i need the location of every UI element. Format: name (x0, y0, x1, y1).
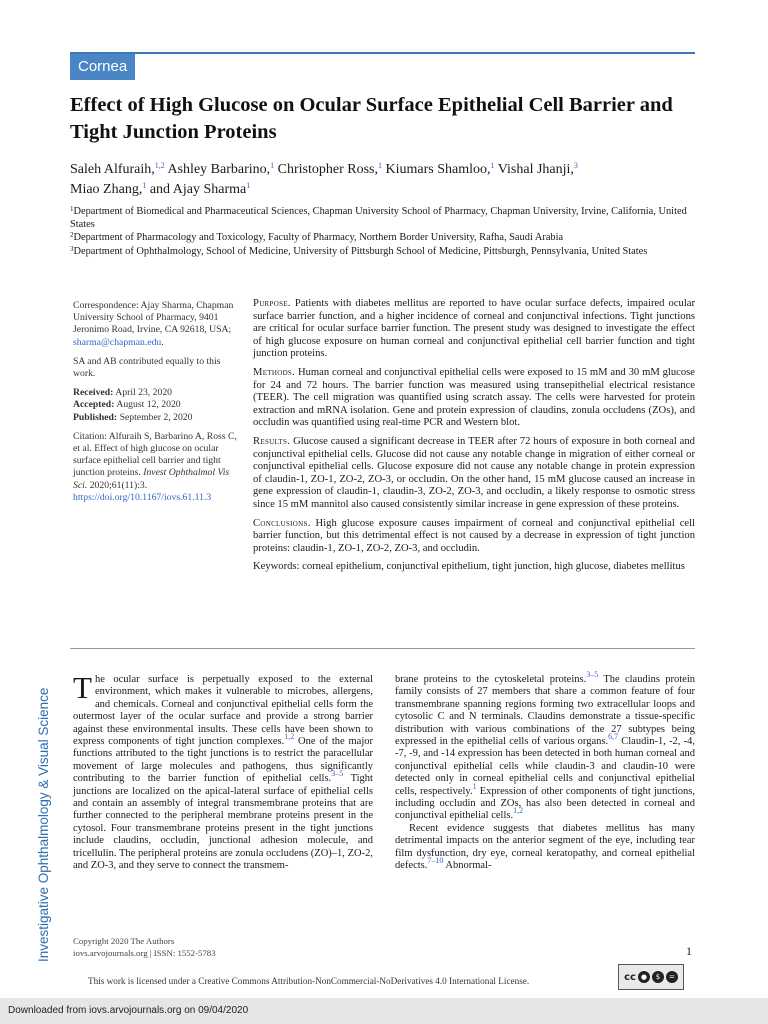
abstract-conclusions (253, 518, 695, 556)
cc-label: cc (624, 971, 636, 983)
abstract-methods (253, 367, 695, 430)
abstract-text: Human corneal and conjunctival epithelial cells were exposed to 15 mM and 30 mM glucose for 24 and 72 hours. The barrier function was measured using transepithelial electrical resistance (TEER). The cell migration was quantified using scratch assay. The cells were harvested for protein extraction and mRNA isolation. Gene and protein expression of claudins, zonula occludens (ZOs), and occludin was quantified using real-time PCR and Western blot. (253, 366, 695, 429)
abstract-text: High glucose exposure causes impairment of corneal and conjunctival epithelial cell barrier function, but this detrimental effect is not caused by a decrease in expression of tight junction proteins: claudin-1, ZO-1, ZO-2, ZO-3, and occludin. (253, 517, 695, 554)
body-paragraph (73, 670, 374, 873)
journal-name-vertical: Investigative Ophthalmology & Visual Science (36, 687, 51, 962)
by-icon: ● (638, 971, 650, 983)
citation-journal: Invest Ophthalmol Vis Sci. (73, 467, 230, 491)
citation (73, 431, 243, 504)
author: Christopher Ross, (277, 162, 378, 177)
license-text: This work is licensed under a Creative Commons Attribution-NonCommercial-NoDerivatives 4.0 International License. (88, 976, 530, 986)
body-column-left (73, 670, 374, 873)
author: and Ajay Sharma (149, 182, 247, 197)
section-tag: Cornea (70, 54, 135, 80)
header-rule (70, 52, 695, 54)
article-title: Effect of High Glucose on Ocular Surface Epithelial Cell Barrier and Tight Junction Proteins (70, 94, 673, 143)
abstract-heading: Methods. (253, 366, 296, 378)
copyright-block (73, 936, 216, 959)
citation-text: Citation: Alfuraih S, Barbarino A, Ross C, et al. Effect of high glucose on ocular surface epithelial cell barrier and tight junction proteins. (73, 430, 237, 479)
abstract-heading: Results. (253, 435, 291, 447)
author-affiliation-ref[interactable]: 1,2 (154, 161, 165, 170)
received-label: Received: (73, 387, 114, 399)
reference-link[interactable]: 3–5 (331, 769, 344, 779)
author: Saleh Alfuraih, (70, 162, 155, 177)
abstract-purpose (253, 298, 695, 361)
body-paragraph (395, 670, 695, 823)
received-date: April 23, 2020 (115, 387, 173, 399)
author: Ashley Barbarino, (167, 162, 271, 177)
reference-link[interactable]: 6,7 (608, 732, 619, 742)
published-date: September 2, 2020 (119, 411, 193, 423)
published-label: Published: (73, 411, 118, 423)
abstract (253, 298, 695, 580)
body-text: Recent evidence suggests that diabetes mellitus has many detrimental impacts on the anterior segment of the eye, including tear film dysfunction, dry eye, corneal keratopathy, and corneal epithelial defects. (395, 822, 695, 872)
abstract-text: Patients with diabetes mellitus are reported to have ocular surface defects, impaired ocular surface barrier function, and a higher incidence of corneal and conjunctival infections. Tight junctions are critical for ocular surface barrier function. The present study was designed to investigate the effect of high glucose exposure on human corneal and conjunctival epithelial cell barrier function and tight junction proteins. (253, 298, 695, 360)
body-text: Tight junctions are localized on the apical-lateral surface of epithelial cells and contain an assembly of integral transmembrane proteins that are further connected to the peripheral membrane proteins present in the cytosol. Four transmembrane proteins present in the tight junctions include claudins, occludin, junctional adhesion molecule, and tricellulin. The peripheral proteins are zonula occludens (ZO)–1, ZO-2, and ZO-3, and they serve to connect the transmem- (73, 773, 373, 872)
affiliation-text: Department of Pharmacology and Toxicology, Faculty of Pharmacy, Northern Border University, Rafha, Saudi Arabia (73, 232, 564, 244)
reference-link[interactable]: 1,2 (513, 806, 524, 816)
affiliation (70, 245, 695, 258)
body-column-right (395, 670, 695, 873)
affiliation-text: Department of Ophthalmology, School of Medicine, University of Pittsburgh School of Medicine, Pittsburgh, Pennsylvania, United States (73, 245, 648, 257)
article-sidebar (73, 300, 243, 511)
correspondence: Correspondence: Ajay Sharma, Chapman University School of Pharmacy, 9401 Jeronimo Road, Irvine, CA 92618, USA; sharma@chapman.edu. (73, 300, 234, 348)
reference-link[interactable]: 1,2 (284, 732, 295, 742)
drop-cap: T (73, 670, 92, 705)
page-number: 1 (686, 944, 692, 958)
body-text: One of the major functions attributed to the tight junctions is to restrict the paracellular movement of large molecules and pathogens, thus significantly contributing to the barrier function of epithelial cells. (73, 736, 374, 785)
affiliation-number: 1 (70, 205, 74, 213)
affiliation-number: 2 (70, 231, 74, 240)
affiliation-number: 3 (70, 244, 74, 253)
equal-contribution-note: SA and AB contributed equally to this work. (73, 355, 221, 380)
author-affiliation-ref[interactable]: 1 (490, 161, 495, 170)
download-notice: Downloaded from iovs.arvojournals.org on 09/04/2020 (8, 1005, 249, 1016)
journal-issn: iovs.arvojournals.org | ISSN: 1552-5783 (73, 947, 216, 958)
affiliations (70, 205, 695, 258)
author: Miao Zhang, (70, 182, 143, 197)
abstract-results (253, 436, 695, 512)
correspondence-text: Correspondence: Ajay Sharma, Chapman University School of Pharmacy, 9401 Jeronimo Road, Irvine, CA 92618, USA; (73, 300, 234, 336)
abstract-text: Glucose caused a significant decrease in TEER after 72 hours of exposure in both corneal and conjunctival epithelial cells. Glucose did not cause any notable change in migration of either corneal or conjunctival epithelial cells. Glucose exposure did not cause any notable change in protein expression of claudin-1, ZO-1, ZO-2, ZO-3, or occludin. On the other hand, 15 mM glucose caused an increase in gene expression of claudin-1, claudin-3, ZO-2, ZO-3, and occludin, a likely response to osmotic stress since 15 mM mannitol also caused consistently similar increase in gene expression of these proteins. (253, 435, 695, 510)
nd-icon: = (666, 971, 678, 983)
copyright-text: Copyright 2020 The Authors (73, 936, 175, 946)
author-list (70, 160, 695, 200)
accepted-label: Accepted: (73, 399, 115, 411)
affiliation (70, 205, 695, 231)
author-affiliation-ref[interactable]: 1 (246, 181, 251, 190)
body-paragraph (395, 823, 695, 873)
dates (73, 387, 243, 424)
affiliation-text: Department of Biomedical and Pharmaceutical Sciences, Chapman University School of Pharmacy, Chapman University, Irvine, California, United States (70, 206, 687, 231)
body-text: Claudin-1, -2, -4, -7, -9, and -14 expression has been detected in both human corneal and conjunctival epithelial cells while claudin-3 and claudin-10 were detected only in corneal epithelial cells and conjunctival epithelial cells, respectively. (395, 736, 695, 797)
citation-volume: 2020;61(11):3. (89, 479, 148, 491)
body-text: he ocular surface is perpetually exposed to the external environment, which makes it vulnerable to microbes, allergens, and chemicals. Corneal and conjunctival epithelial cells form the outermost layer of the ocular surface and provide a strong barrier against these environmental insults. These cells have been shown to express components of tight junction complexes. (73, 674, 373, 748)
author-affiliation-ref[interactable]: 1 (142, 181, 147, 190)
section-divider (70, 648, 695, 649)
abstract-heading: Purpose. (253, 298, 291, 309)
abstract-heading: Conclusions. (253, 517, 311, 529)
reference-link[interactable]: 1 (472, 781, 477, 791)
author-affiliation-ref[interactable]: 1 (378, 161, 382, 170)
body-text: brane proteins to the cytoskeletal proteins. (395, 674, 587, 685)
cc-license-badge[interactable] (618, 964, 684, 990)
body-text: The claudins protein family consists of 27 members that share a common feature of four transmembrane spanning regions forming two extracellular loops and cytosolic C and N terminals. Claudins demonstrate a tissue-specific distribution with various combinations of the 27 subtypes being expressed in the epithelial cells of various organs. (395, 674, 695, 748)
reference-link[interactable]: 3–5 (586, 670, 599, 679)
body-text: Abnormal- (443, 860, 492, 872)
email-link[interactable]: sharma@chapman.edu (73, 336, 162, 348)
affiliation (70, 231, 695, 244)
author: Kiumars Shamloo, (385, 162, 491, 177)
nc-icon: $ (652, 971, 664, 983)
body-text: Expression of other components of tight junctions, including occludin and ZOs, has also been detected in corneal and conjunctival epithelial cells. (395, 785, 695, 822)
doi-link[interactable]: https://doi.org/10.1167/iovs.61.11.3 (73, 491, 212, 503)
author-affiliation-ref[interactable]: 1 (270, 161, 275, 170)
keywords: Keywords: corneal epithelium, conjunctival epithelium, tight junction, high glucose, diabetes mellitus (253, 561, 685, 573)
reference-link[interactable]: 7–10 (427, 856, 444, 866)
accepted-date: August 12, 2020 (116, 399, 181, 411)
author: Vishal Jhanji, (497, 162, 574, 177)
author-affiliation-ref[interactable]: 3 (573, 161, 578, 170)
